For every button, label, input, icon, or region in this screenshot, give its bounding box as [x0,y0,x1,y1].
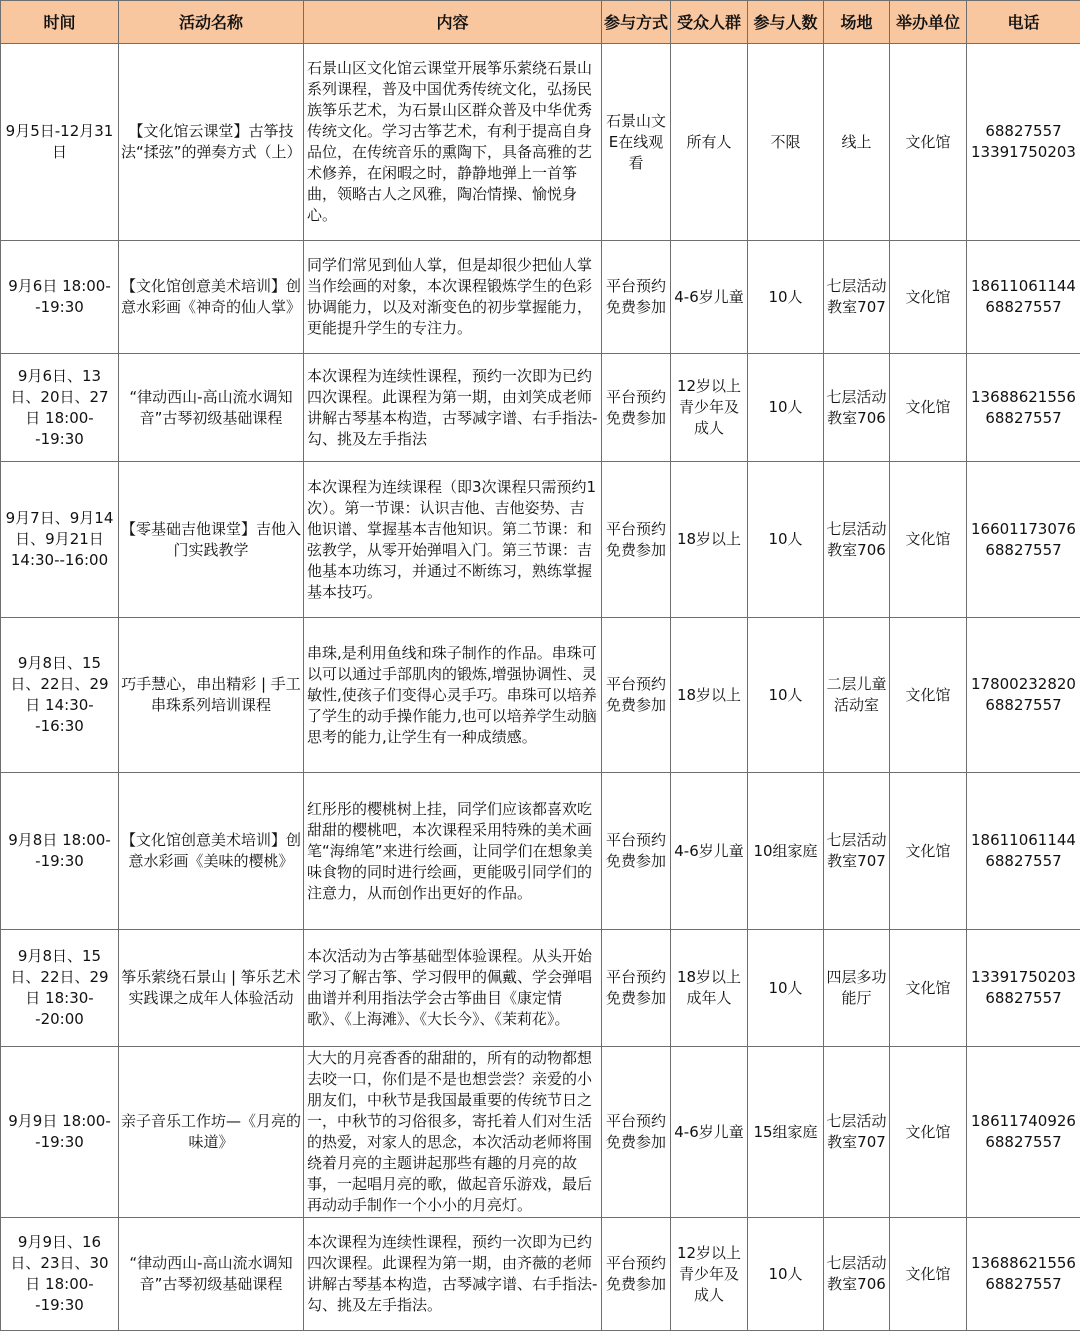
cell-time: 9月8日、15日、22日、29日 14:30--16:30 [1,618,119,773]
cell-count: 10组家庭 [748,773,824,930]
cell-organizer: 文化馆 [890,773,967,930]
cell-content: 串珠,是利用鱼线和珠子制作的作品。串珠可以可以通过手部肌肉的锻炼,增强协调性、灵敏性,使孩子们变得心灵手巧。串珠可以培养了学生的动手操作能力,也可以培养学生动脑思考的能力,让学生有一种成绩感。 [304,618,602,773]
header-count: 参与人数 [748,1,824,44]
cell-organizer: 文化馆 [890,1047,967,1218]
table-row [1,354,1080,462]
cell-venue: 七层活动教室706 [824,1218,890,1331]
cell-phone: 13688621556 68827557 [967,354,1080,462]
header-time: 时间 [1,1,119,44]
cell-audience: 4-6岁儿童 [671,241,748,354]
cell-name: 巧手慧心，串出精彩 | 手工串珠系列培训课程 [119,618,304,773]
cell-time: 9月7日、9月14日、9月21日 14:30--16:00 [1,462,119,618]
cell-count: 10人 [748,930,824,1047]
cell-venue: 七层活动教室707 [824,241,890,354]
cell-content: 本次活动为古筝基础型体验课程。从头开始学习了解古筝、学习假甲的佩戴、学会弹唱曲谱并利用指法学会古筝曲目《康定情歌》、《上海滩》、《大长今》、《茉莉花》。 [304,930,602,1047]
header-method: 参与方式 [602,1,671,44]
cell-phone: 18611061144 68827557 [967,773,1080,930]
cell-method: 平台预约免费参加 [602,462,671,618]
cell-venue: 七层活动教室707 [824,1047,890,1218]
header-venue: 场地 [824,1,890,44]
cell-venue: 四层多功能厅 [824,930,890,1047]
cell-phone: 18611061144 68827557 [967,241,1080,354]
cell-count: 15组家庭 [748,1047,824,1218]
cell-organizer: 文化馆 [890,930,967,1047]
cell-name: 【文化馆创意美术培训】创意水彩画《神奇的仙人掌》 [119,241,304,354]
cell-phone: 16601173076 68827557 [967,462,1080,618]
cell-organizer: 文化馆 [890,1218,967,1331]
header-audience: 受众人群 [671,1,748,44]
cell-audience: 12岁以上青少年及成人 [671,354,748,462]
cell-audience: 4-6岁儿童 [671,773,748,930]
cell-content: 本次课程为连续性课程，预约一次即为已约四次课程。此课程为第一期，由齐薇的老师讲解古琴基本构造，古琴减字谱、右手指法-勾、挑及左手指法。 [304,1218,602,1331]
cell-count: 10人 [748,618,824,773]
table-row [1,1218,1080,1331]
table-row [1,618,1080,773]
cell-organizer: 文化馆 [890,354,967,462]
cell-audience: 4-6岁儿童 [671,1047,748,1218]
cell-venue: 线上 [824,44,890,241]
cell-organizer: 文化馆 [890,462,967,618]
cell-time: 9月9日 18:00--19:30 [1,1047,119,1218]
cell-method: 平台预约免费参加 [602,354,671,462]
header-organizer: 举办单位 [890,1,967,44]
table-row [1,930,1080,1047]
cell-venue: 七层活动教室706 [824,462,890,618]
header-row [1,1,1080,44]
cell-name: 亲子音乐工作坊—《月亮的味道》 [119,1047,304,1218]
cell-phone: 17800232820 68827557 [967,618,1080,773]
cell-name: “律动西山-高山流水调知音”古琴初级基础课程 [119,354,304,462]
cell-content: 石景山区文化馆云课堂开展筝乐萦绕石景山系列课程，普及中国优秀传统文化，弘扬民族筝乐艺术，为石景山区群众普及中华优秀传统文化。学习古筝艺术，有利于提高自身品位，在传统音乐的熏陶下，具备高雅的艺术修养，在闲暇之时，静静地弹上一首筝曲，领略古人之风雅，陶冶情操、愉悦身心。 [304,44,602,241]
cell-content: 本次课程为连续性课程，预约一次即为已约四次课程。此课程为第一期，由刘笑成老师讲解古琴基本构造，古琴减字谱、右手指法-勾、挑及左手指法 [304,354,602,462]
cell-name: 筝乐萦绕石景山 | 筝乐艺术实践课之成年人体验活动 [119,930,304,1047]
cell-phone: 13688621556 68827557 [967,1218,1080,1331]
table-row [1,773,1080,930]
cell-time: 9月6日 18:00--19:30 [1,241,119,354]
cell-count: 10人 [748,241,824,354]
cell-content: 大大的月亮香香的甜甜的，所有的动物都想去咬一口，你们是不是也想尝尝？亲爱的小朋友们，中秋节是我国最重要的传统节日之一，中秋节的习俗很多，寄托着人们对生活的热爱，对家人的思念，本次活动老师将围绕着月亮的主题讲起那些有趣的月亮的故事，一起唱月亮的歌，做起音乐游戏，最后再动动手制作一个小小的月亮灯。 [304,1047,602,1218]
cell-count: 不限 [748,44,824,241]
cell-time: 9月8日、15日、22日、29日 18:30--20:00 [1,930,119,1047]
cell-content: 本次课程为连续课程（即3次课程只需预约1次）。第一节课：认识吉他、吉他姿势、吉他识谱、掌握基本吉他知识。第二节课：和弦教学，从零开始弹唱入门。第三节课：吉他基本功练习，并通过不断练习，熟练掌握基本技巧。 [304,462,602,618]
cell-venue: 七层活动教室707 [824,773,890,930]
cell-audience: 18岁以上成年人 [671,930,748,1047]
cell-method: 平台预约免费参加 [602,1047,671,1218]
cell-content: 同学们常见到仙人掌，但是却很少把仙人掌当作绘画的对象，本次课程锻炼学生的色彩协调能力，以及对渐变色的初步掌握能力，更能提升学生的专注力。 [304,241,602,354]
cell-method: 平台预约免费参加 [602,241,671,354]
cell-time: 9月9日、16日、23日、30日 18:00--19:30 [1,1218,119,1331]
cell-name: 【零基础吉他课堂】吉他入门实践教学 [119,462,304,618]
cell-organizer: 文化馆 [890,241,967,354]
cell-phone: 18611740926 68827557 [967,1047,1080,1218]
header-content: 内容 [304,1,602,44]
cell-method: 平台预约免费参加 [602,618,671,773]
cell-time: 9月8日 18:00--19:30 [1,773,119,930]
cell-time: 9月5日-12月31日 [1,44,119,241]
cell-count: 10人 [748,462,824,618]
header-name: 活动名称 [119,1,304,44]
cell-method: 平台预约免费参加 [602,773,671,930]
cell-venue: 七层活动教室706 [824,354,890,462]
table-row [1,462,1080,618]
cell-audience: 所有人 [671,44,748,241]
cell-audience: 18岁以上 [671,462,748,618]
cell-audience: 18岁以上 [671,618,748,773]
cell-method: 平台预约免费参加 [602,1218,671,1331]
cell-phone: 13391750203 68827557 [967,930,1080,1047]
cell-time: 9月6日、13日、20日、27日 18:00--19:30 [1,354,119,462]
cell-audience: 12岁以上青少年及成人 [671,1218,748,1331]
cell-method: 平台预约免费参加 [602,930,671,1047]
cell-count: 10人 [748,354,824,462]
cell-name: 【文化馆云课堂】古筝技法“揉弦”的弹奏方式（上） [119,44,304,241]
cell-content: 红彤彤的樱桃树上挂，同学们应该都喜欢吃甜甜的樱桃吧，本次课程采用特殊的美术画笔“海绵笔”来进行绘画，让同学们在想象美味食物的同时进行绘画，更能吸引同学们的注意力，从而创作出更好的作品。 [304,773,602,930]
cell-name: “律动西山-高山流水调知音”古琴初级基础课程 [119,1218,304,1331]
table-row [1,1047,1080,1218]
table-row [1,44,1080,241]
cell-organizer: 文化馆 [890,618,967,773]
cell-name: 【文化馆创意美术培训】创意水彩画《美味的樱桃》 [119,773,304,930]
header-phone: 电话 [967,1,1080,44]
cell-method: 石景山文E在线观看 [602,44,671,241]
cell-count: 10人 [748,1218,824,1331]
cell-organizer: 文化馆 [890,44,967,241]
cell-venue: 二层儿童活动室 [824,618,890,773]
table-row [1,241,1080,354]
cell-phone: 68827557 13391750203 [967,44,1080,241]
